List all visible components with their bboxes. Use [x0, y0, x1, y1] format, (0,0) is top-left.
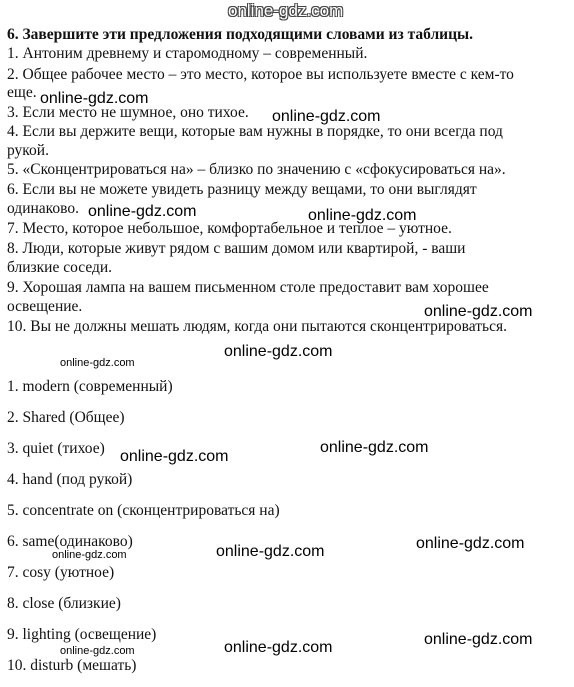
sentence-line: 1. Антоним древнему и старомодному – современный.: [7, 45, 368, 62]
sentence-line: 7. Место, которое небольшое, комфортабельное и теплое – уютное.: [7, 220, 452, 237]
sentence-line: 4. Если вы держите вещи, которые вам нужны в порядке, то они всегда под: [7, 123, 503, 140]
watermark: online-gdz.com: [416, 535, 525, 552]
watermark: online-gdz.com: [308, 207, 417, 224]
answer-item: 2. Shared (Общее): [7, 409, 125, 426]
answer-item: 6. same(одинаково): [7, 533, 133, 550]
sentence-line: 9. Хорошая лампа на вашем письменном столе предоставит вам хорошее: [7, 279, 489, 296]
sentence-line: близкие соседи.: [7, 259, 113, 276]
watermark: online-gdz.com: [88, 203, 197, 220]
watermark: online-gdz.com: [424, 303, 533, 320]
answer-item: 4. hand (под рукой): [7, 471, 133, 488]
answer-item: 8. close (близкие): [7, 595, 121, 612]
watermark: online-gdz.com: [40, 90, 149, 107]
sentence-line: освещение.: [7, 298, 83, 315]
watermark: online-gdz.com: [120, 448, 229, 465]
watermark: online-gdz.com: [272, 108, 381, 125]
watermark: online-gdz.com: [216, 543, 325, 560]
watermark: online-gdz.com: [224, 343, 333, 360]
sentence-line: 5. «Сконцентрироваться на» – близко по значению с «сфокусироваться на».: [7, 161, 506, 178]
answer-item: 3. quiet (тихое): [7, 440, 105, 457]
sentence-line: 8. Люди, которые живут рядом с вашим домом или квартирой, - ваши: [7, 240, 466, 257]
sentence-line: 2. Общее рабочее место – это место, которое вы используете вместе с кем-то: [7, 66, 514, 83]
watermark: online-gdz.com: [320, 439, 429, 456]
watermark: online-gdz.com: [60, 357, 135, 369]
sentence-line: 10. Вы не должны мешать людям, когда они пытаются сконцентрироваться.: [7, 318, 507, 335]
sentence-line: 3. Если место не шумное, оно тихое.: [7, 104, 249, 121]
answer-item: 1. modern (современный): [7, 378, 173, 395]
exercise-title: 6. Завершите эти предложения подходящими словами из таблицы.: [7, 26, 474, 43]
answer-item: 7. cosy (уютное): [7, 564, 115, 581]
sentence-line: рукой.: [7, 142, 49, 159]
sentence-line: одинаково.: [7, 200, 79, 217]
sentence-line: еще.: [7, 84, 37, 101]
answer-item: 10. disturb (мешать): [7, 657, 137, 674]
sentence-line: 6. Если вы не можете увидеть разницу между вещами, то они выглядят: [7, 181, 477, 198]
answer-item: 9. lighting (освещение): [7, 626, 157, 643]
watermark-top: online-gdz.com: [228, 1, 344, 20]
answer-item: 5. concentrate on (сконцентрироваться на): [7, 502, 280, 519]
watermark: online-gdz.com: [52, 549, 127, 561]
watermark: online-gdz.com: [224, 639, 333, 656]
watermark: online-gdz.com: [424, 631, 533, 648]
watermark: online-gdz.com: [60, 645, 135, 657]
